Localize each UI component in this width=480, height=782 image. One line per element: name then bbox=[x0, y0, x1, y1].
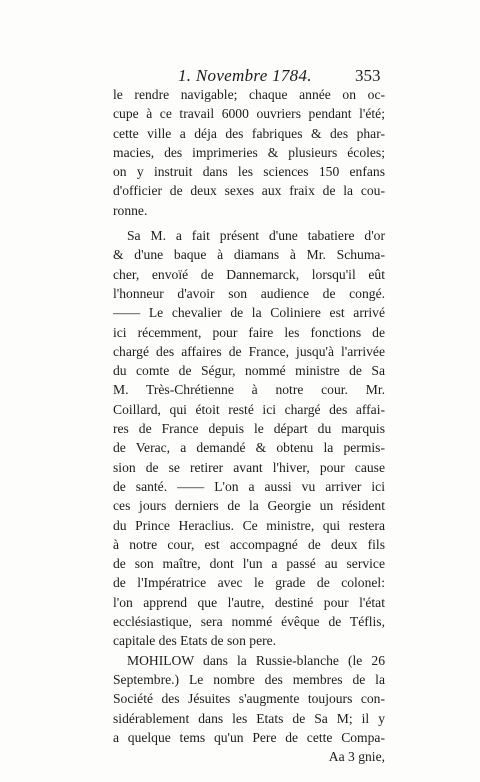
text-line: du comte de Ségur, nommé ministre de Sa bbox=[113, 363, 385, 379]
text-line: a quelque tems qu'un Pere de cette Compa- bbox=[113, 729, 385, 745]
text-line: sidérablement dans les Etats de Sa M; il y bbox=[113, 710, 385, 726]
text-line: Sa M. a fait présent d'une tabatiere d'or bbox=[127, 228, 385, 244]
text-line: Aa 3 gnie, bbox=[328, 749, 385, 765]
text-line: Septembre.) Le nombre des membres de la bbox=[113, 671, 385, 687]
page-number: 353 bbox=[355, 66, 381, 85]
text-line: de son maître, dont l'un a passé au service bbox=[113, 556, 385, 572]
text-line: d'officier de deux sexes aux fraix de la cou- bbox=[113, 183, 385, 199]
text-line: cupe à ce travail 6000 ouvriers pendant l'été; bbox=[113, 106, 385, 122]
page-body-text bbox=[113, 85, 385, 766]
text-line: de santé. —— L'on a aussi vu arriver ici bbox=[113, 478, 385, 494]
text-line: sion de se retirer avant l'hiver, pour cause bbox=[113, 459, 385, 475]
text-line: cette ville a déja des fabriques & des phar- bbox=[113, 125, 385, 141]
text-line: ici récemment, pour faire les fonctions de bbox=[113, 324, 385, 340]
text-line: à notre cour, est accompagné de deux fils bbox=[113, 536, 385, 552]
text-line: chargé des affaires de France, jusqu'à l'arrivée bbox=[113, 343, 385, 359]
text-line: ronne. bbox=[113, 202, 148, 218]
text-line: capitale des Etats de son pere. bbox=[113, 633, 277, 649]
text-line: ces jours derniers de la Georgie un résident bbox=[113, 498, 385, 514]
text-line: le rendre navigable; chaque année on oc- bbox=[113, 87, 385, 102]
text-line: l'honneur d'avoir son audience de congé. bbox=[113, 285, 385, 301]
header-date: 1. Novembre 1784. bbox=[178, 66, 312, 85]
text-line: du Prince Heraclius. Ce ministre, qui restera bbox=[113, 517, 385, 533]
running-header bbox=[0, 66, 480, 86]
text-line: macies, des imprimeries & plusieurs écoles; bbox=[113, 144, 385, 160]
text-line: & d'une baque à diamans à Mr. Schuma- bbox=[113, 247, 385, 263]
text-line: M. Très-Chrétienne à notre cour. Mr. bbox=[113, 382, 385, 398]
text-line: Société des Jésuites s'augmente toujours con- bbox=[113, 691, 385, 707]
text-line: ecclésiastique, sera nommé évêque de Téflis, bbox=[113, 614, 385, 630]
text-line: MOHILOW dans la Russie-blanche (le 26 bbox=[127, 652, 385, 668]
text-line: on y instruit dans les sciences 150 enfans bbox=[113, 164, 385, 180]
text-line: de l'Impératrice avec le grade de colonel: bbox=[113, 575, 385, 591]
text-line: —— Le chevalier de la Coliniere est arrivé bbox=[113, 305, 385, 321]
text-line: l'on apprend que l'autre, destiné pour l'état bbox=[113, 594, 385, 610]
text-line: Coillard, qui étoit resté ici chargé des affai- bbox=[113, 401, 385, 417]
text-line: res de France depuis le départ du marquis bbox=[113, 421, 385, 437]
text-line: cher, envoïé de Dannemarck, lorsqu'il eût bbox=[113, 266, 385, 282]
text-line: de Verac, a demandé & obtenu la permis- bbox=[113, 440, 385, 456]
